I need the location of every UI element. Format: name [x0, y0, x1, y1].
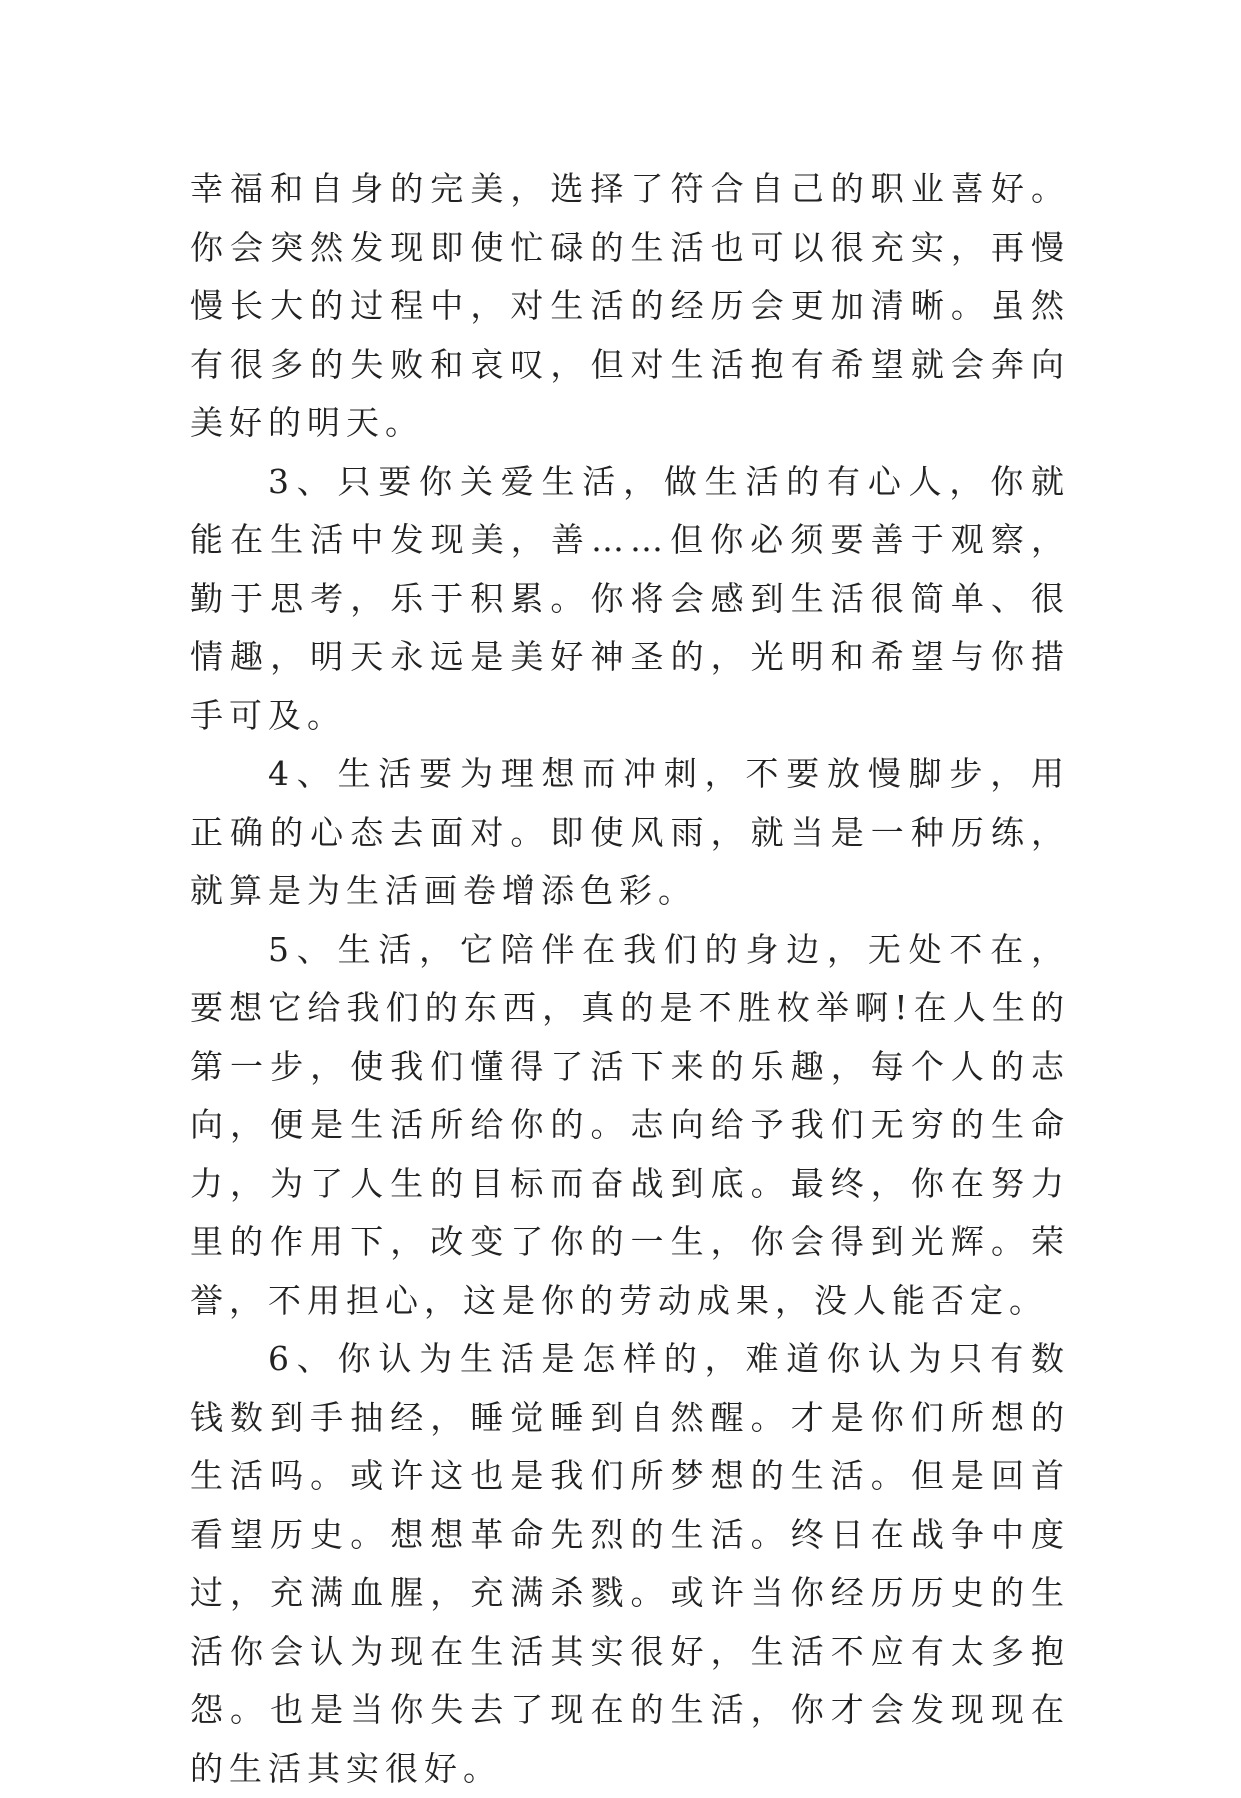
paragraph-item-6: 6、你认为生活是怎样的，难道你认为只有数钱数到手抽经，睡觉睡到自然醒。才是你们所想的生活吗。或许这也是我们所梦想的生活。但是回首看望历史。想想革命先烈的生活。终日在战争中度过，充满血腥，充满杀戮。或许当你经历历史的生活你会认为现在生活其实很好，生活不应有太多抱怨。也是当你失去了现在的生活，你才会发现现在的生活其实很好。 [190, 1339, 1070, 1788]
paragraph-item-3: 3、只要你关爱生活，做生活的有心人，你就能在生活中发现美，善……但你必须要善于观察，勤于思考，乐于积累。你将会感到生活很简单、很情趣，明天永远是美好神圣的，光明和希望与你措手可及。 [190, 461, 1070, 735]
document-body [190, 160, 1070, 1798]
paragraph-item-5: 5、生活，它陪伴在我们的身边，无处不在，要想它给我们的东西，真的是不胜枚举啊!在人生的第一步，使我们懂得了活下来的乐趣，每个人的志向，便是生活所给你的。志向给予我们无穷的生命力，为了人生的目标而奋战到底。最终，你在努力里的作用下，改变了你的一生，你会得到光辉。荣誉，不用担心，这是你的劳动成果，没人能否定。 [190, 929, 1070, 1320]
paragraph-continuation: 幸福和自身的完美，选择了符合自己的职业喜好。你会突然发现即使忙碌的生活也可以很充实，再慢慢长大的过程中，对生活的经历会更加清晰。虽然有很多的失败和哀叹，但对生活抱有希望就会奔向美好的明天。 [190, 169, 1070, 442]
paragraph-item-4: 4、生活要为理想而冲刺，不要放慢脚步，用正确的心态去面对。即使风雨，就当是一种历练，就算是为生活画卷增添色彩。 [190, 754, 1070, 910]
